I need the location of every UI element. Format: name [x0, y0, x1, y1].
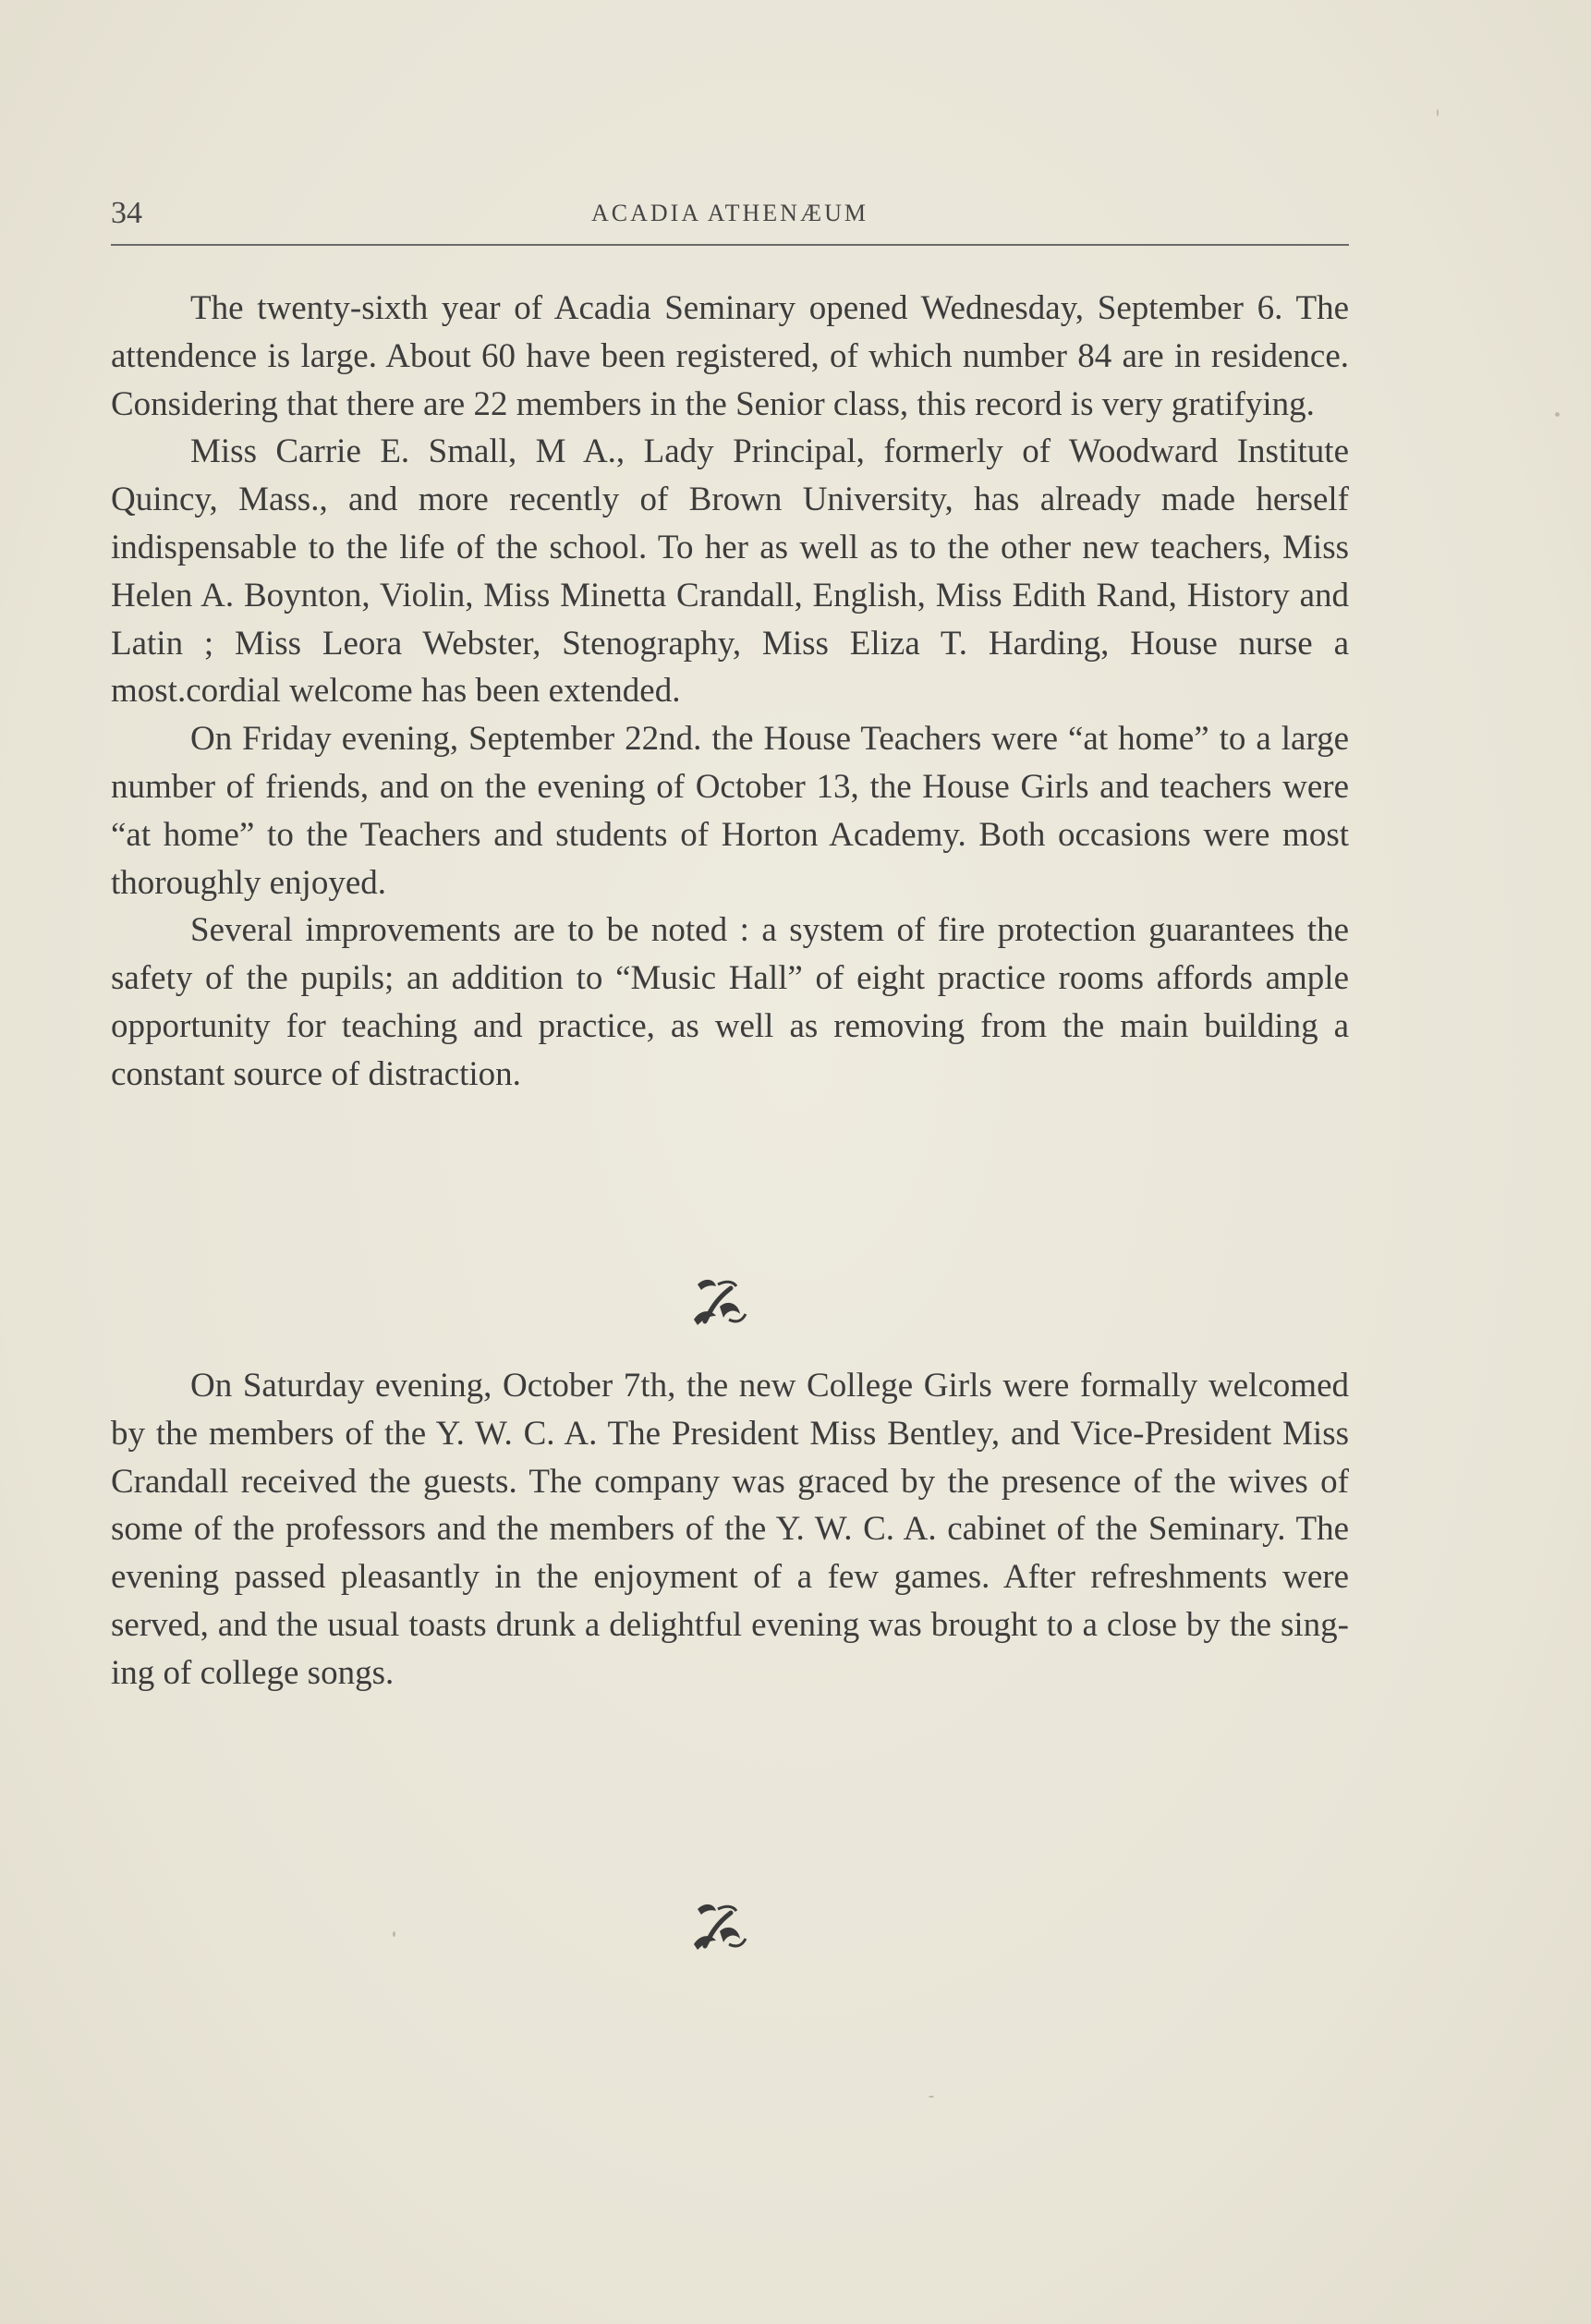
page-header: [111, 192, 1349, 248]
fleuron-icon: [688, 1272, 753, 1336]
paper-speck: [1555, 412, 1560, 417]
paragraph-new-teachers: Miss Carrie E. Small, M A., Lady Principal, formerly of Woodward Institute Quincy, Mass., and more recently of Brown University, has already made herself indispensable to the life of the school. To her as well as to the other new teachers, Miss Helen A. Boynton, Violin, Miss Minetta Crandall, English, Miss Edith Rand, History and Latin ; Miss Leora Webster, Stenography, Miss Eliza T. Harding, House nurse a most.cordial welcome has been extended.: [111, 432, 1349, 711]
paper-speck: [929, 2096, 934, 2098]
paragraph-at-home: On Friday evening, September 22nd. the House Teachers were “at home” to a large number of friends, and on the evening of October 13, the House Girls and teachers were “at home” to the Teachers and students of Horton Academy. Both occasions were most thoroughly enjoyed.: [111, 720, 1349, 902]
paragraph-opening: The twenty-sixth year of Acadia Seminary opened Wednesday, September 6. The attendence is large. About 60 have been registered, of which number 84 are in residence. Considering that there are 22 members in the Senior class, this record is very gratifying.: [111, 289, 1349, 423]
running-head: ACADIA ATHENÆUM: [591, 200, 868, 226]
paragraph-ywca-reception: On Saturday evening, October 7th, the new College Girls were formally welcomed by the members of the Y. W. C. A. The President Miss Bentley, and Vice-President Miss Crandall received the guests. The company was graced by the presence of the wives of some of the professors and the members of the Y. W. C. A. cabinet of the Seminary. The evening passed pleasantly in the enjoyment of a few games. After refreshments were served, and the usual toasts drunk a delightful evening was brought to a close by the singing of college songs.: [111, 1367, 1349, 1692]
college-girls-section: [111, 1362, 1349, 1697]
header-rule: [111, 244, 1349, 246]
seminary-notes-section: [111, 285, 1349, 1099]
paper-speck: [393, 1931, 395, 1937]
page-number: 34: [111, 196, 142, 230]
fleuron-icon: [688, 1896, 753, 1961]
paragraph-improvements: Several improvements are to be noted : a system of fire protection guarantees the safety of the pupils; an addition to “Music Hall” of eight practice rooms affords ample opportunity for teaching and practice, as well as removing from the main building a constant source of distraction.: [111, 911, 1349, 1093]
paper-speck: [1437, 109, 1439, 116]
